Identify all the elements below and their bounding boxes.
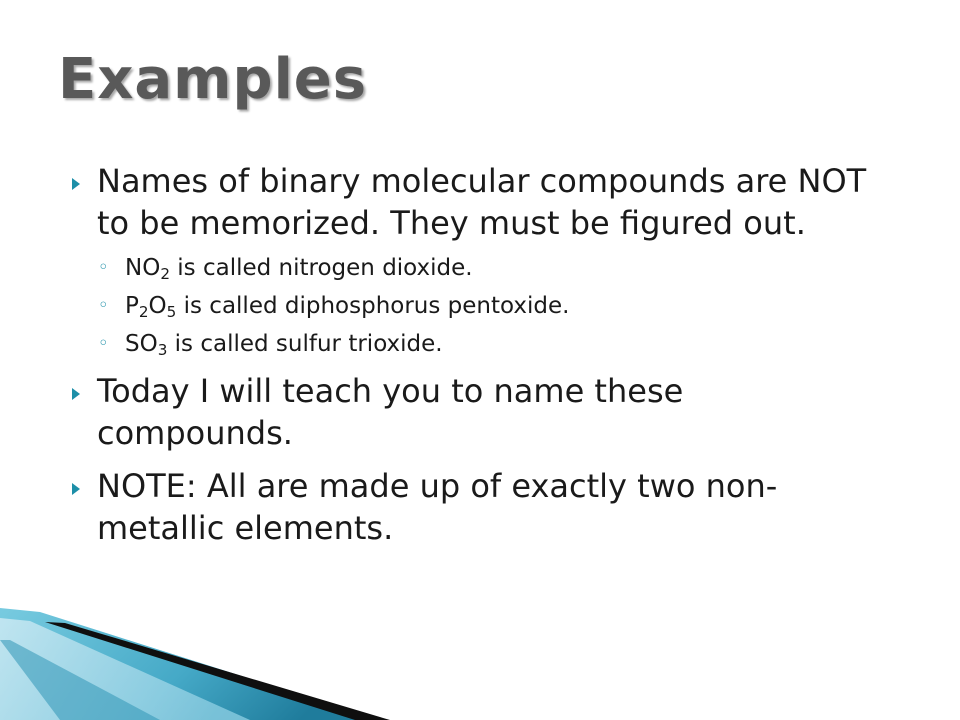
sub-bullet-text: is called sulfur trioxide.: [174, 331, 443, 358]
bullet-item: [0, 160, 867, 360]
bullet-text: Names of binary molecular compounds are NOT to be memorized. They must be figured out.: [97, 162, 867, 243]
slide-title: Examples: [58, 47, 368, 112]
ring-bullet-icon: ◦: [98, 333, 109, 355]
sub-bullet-item: [97, 254, 867, 284]
formula: $NO_2$: [125, 255, 170, 284]
bullet-text: NOTE: All are made up of exactly two non-metallic elements.: [97, 466, 778, 547]
sub-bullet-item: [97, 292, 867, 322]
sub-bullet-item: [97, 330, 867, 360]
arrow-bullet-icon: [72, 483, 80, 495]
sub-bullet-text: is called diphosphorus pentoxide.: [183, 293, 570, 320]
sub-bullet-list: [97, 254, 867, 360]
bullet-item: [0, 370, 867, 454]
ring-bullet-icon: ◦: [98, 257, 109, 279]
bullet-item: [0, 465, 867, 549]
formula: $SO_3$: [125, 331, 168, 360]
bullet-text: Today I will teach you to name these compounds.: [97, 372, 684, 453]
sub-bullet-text: is called nitrogen dioxide.: [177, 255, 473, 282]
bullet-list: [0, 160, 960, 559]
arrow-bullet-icon: [72, 178, 80, 190]
formula: $P_2O_5$: [125, 293, 177, 322]
arrow-bullet-icon: [72, 388, 80, 400]
ring-bullet-icon: ◦: [98, 295, 109, 317]
